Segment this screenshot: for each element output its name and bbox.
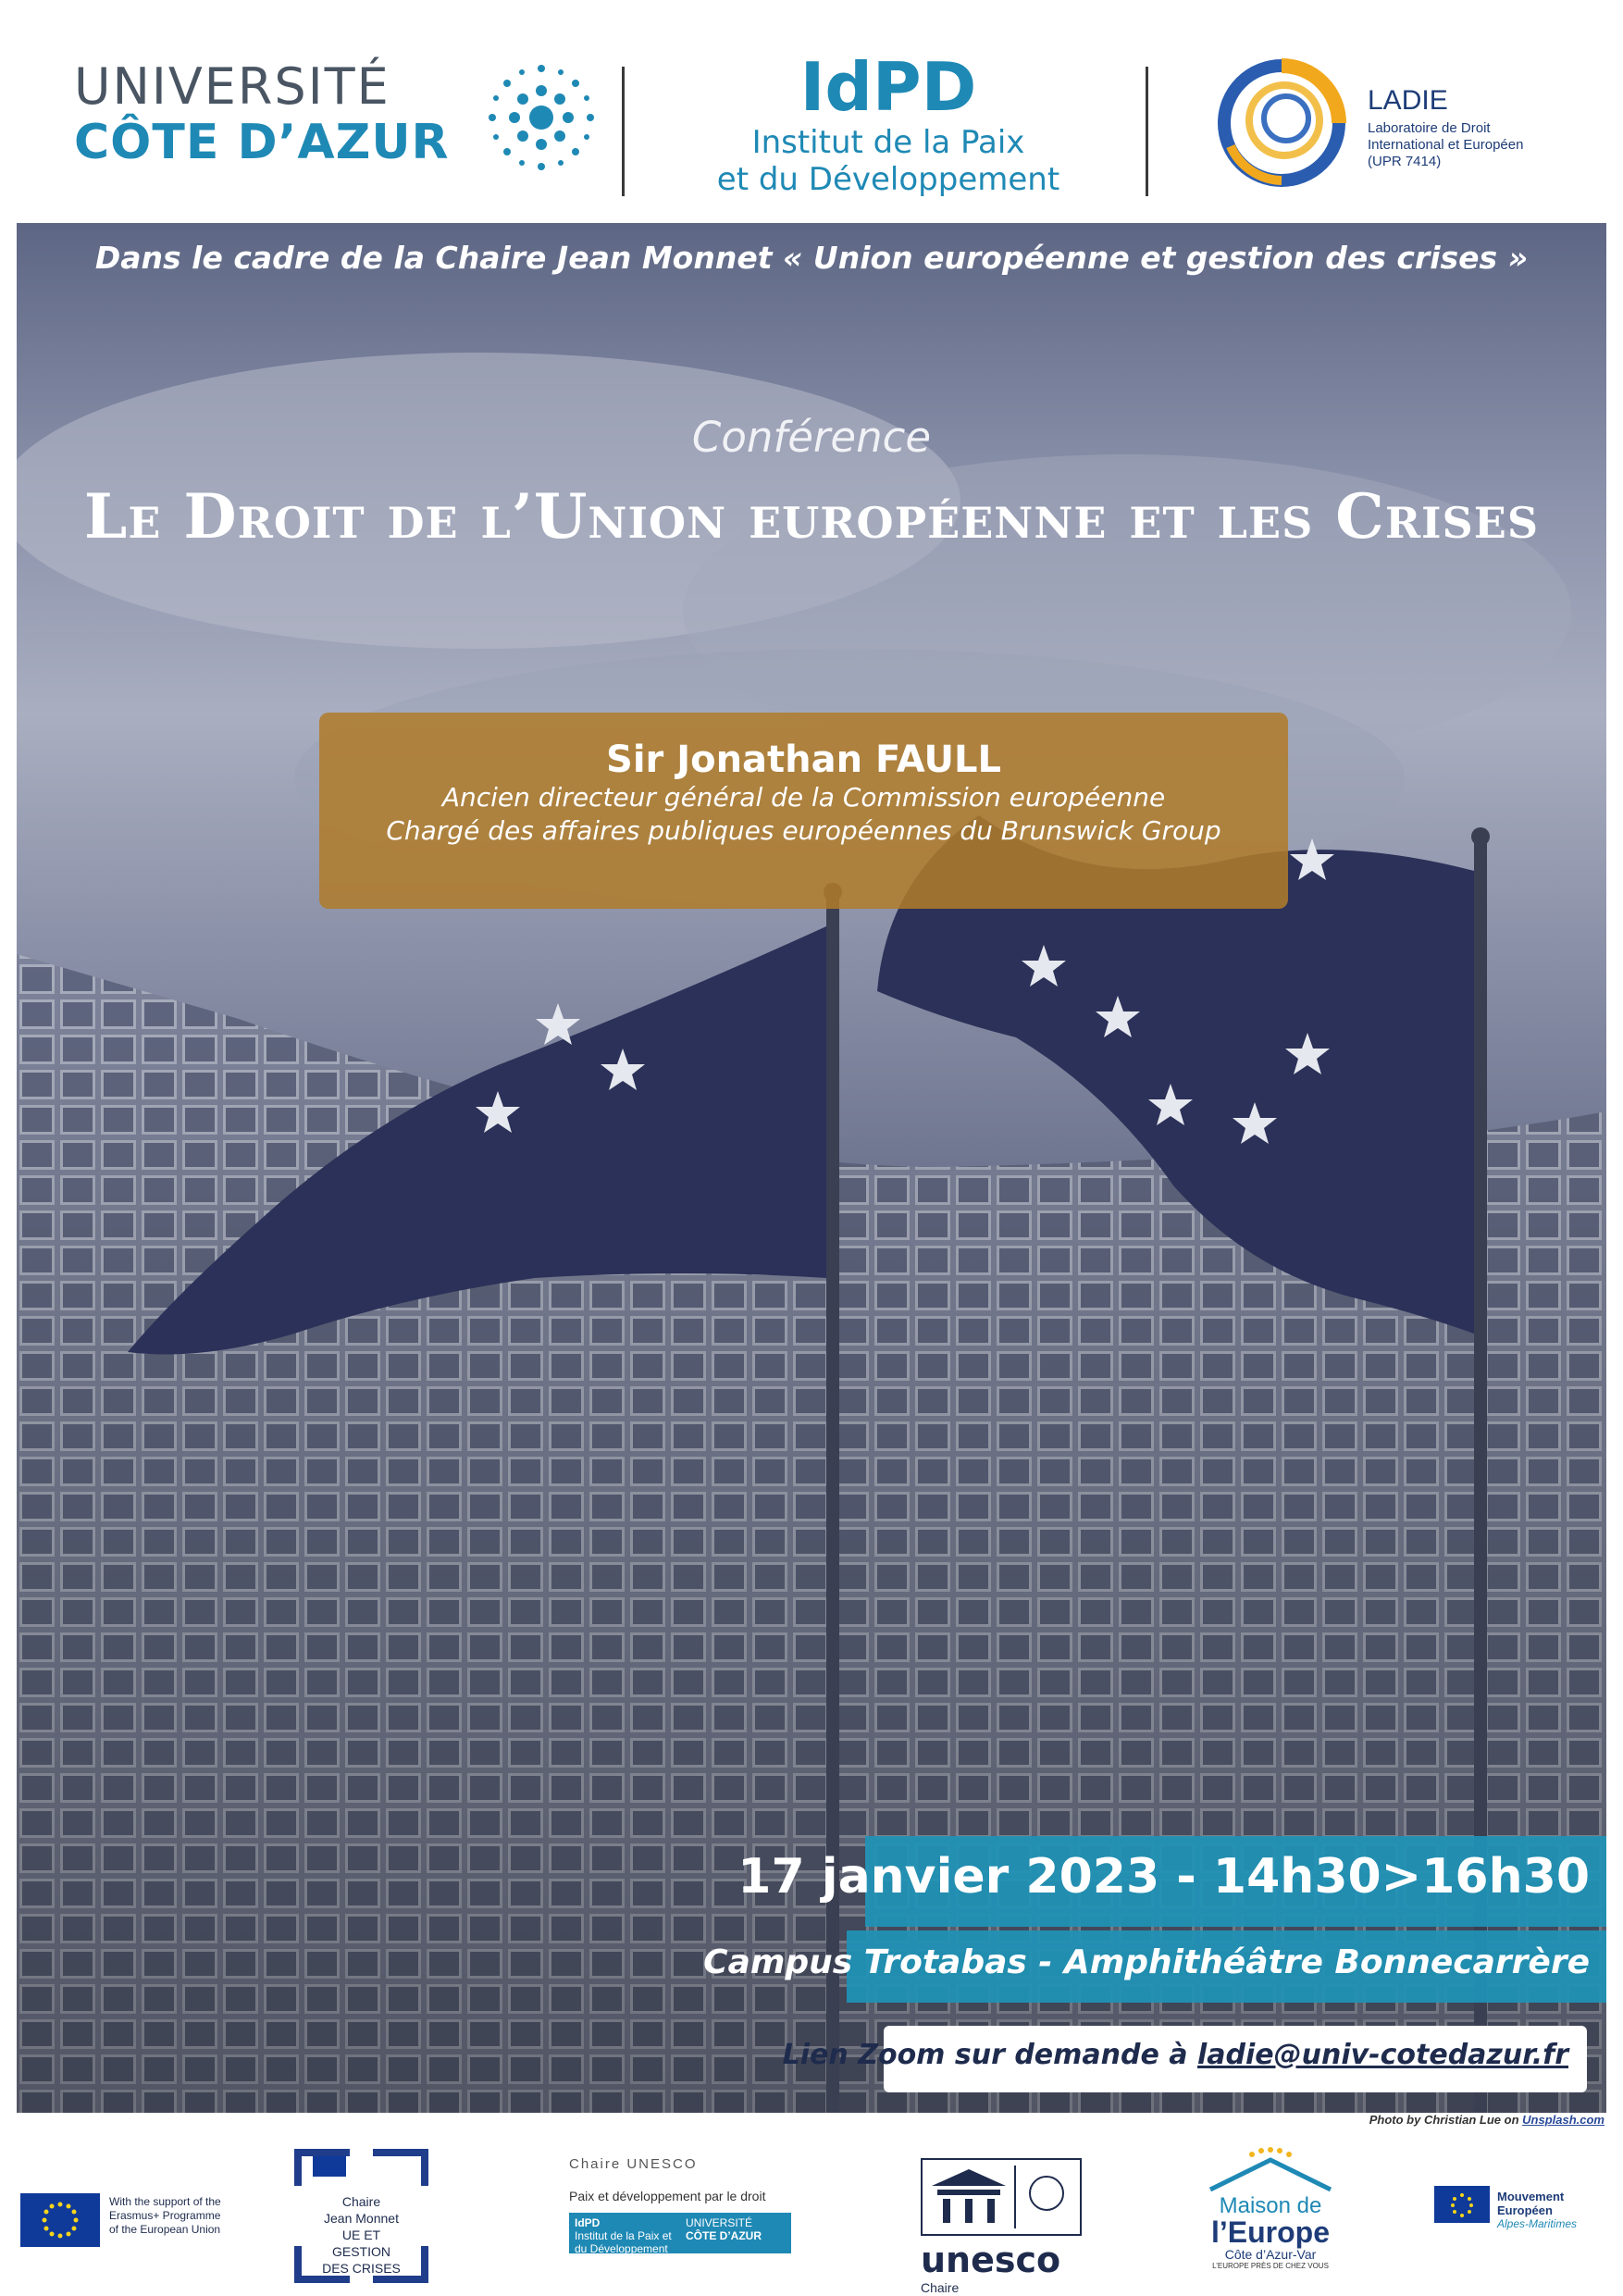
jean-monnet-line5: DES CRISES	[322, 2261, 401, 2276]
unesco-emblem-icon	[923, 2160, 1080, 2234]
maison-line1: Maison de	[1219, 2193, 1322, 2218]
erasmus-text	[109, 2195, 266, 2237]
uca-logo	[74, 57, 555, 178]
idpd-subtitle-line2: et du Développement	[716, 161, 1060, 198]
zoom-text	[783, 2039, 1568, 2071]
zoom-label: Lien Zoom sur demande à	[782, 2039, 1197, 2071]
eu-flag-icon	[1434, 2186, 1490, 2223]
ladie-ring-icon	[1212, 54, 1351, 192]
idpd-mini-logo	[569, 2213, 680, 2253]
unesco-logo	[921, 2158, 1083, 2295]
jean-monnet-chair-logo	[294, 2149, 428, 2283]
partner-logos	[0, 2138, 1623, 2296]
event-context: Dans le cadre de la Chaire Jean Monnet « Union européenne et gestion des crises »	[94, 240, 1529, 276]
mouvement-line2: Européen	[1497, 2203, 1553, 2217]
ladie-subtitle-line3: (UPR 7414)	[1368, 154, 1442, 169]
unsplash-link[interactable]: Unsplash.com	[1522, 2113, 1604, 2127]
zoom-box	[782, 2026, 1587, 2092]
maison-line4: L’EUROPE PRÈS DE CHEZ VOUS	[1212, 2262, 1329, 2270]
speaker-name: Sir Jonathan FAULL	[606, 738, 1001, 781]
uca-logo-line2: CÔTE D’AZUR	[74, 115, 450, 170]
speaker-box	[319, 713, 1288, 909]
maison-line2: l’Europe	[1210, 2215, 1330, 2249]
erasmus-line1: With the support of the	[109, 2195, 221, 2208]
speaker-role: Chargé des affaires publiques européennes du Brunswick Group	[386, 815, 1221, 846]
header-divider	[622, 67, 625, 196]
maison-europe-logo	[1201, 2147, 1340, 2270]
maison-line3: Côte d’Azur-Var	[1224, 2247, 1317, 2262]
unesco-temple-icon	[921, 2158, 1082, 2236]
jean-monnet-line3: UE ET	[341, 2228, 381, 2242]
uca-mini-line1: UNIVERSITÉ	[686, 2216, 753, 2229]
mouvement-line3: Alpes-Maritimes	[1497, 2217, 1578, 2230]
uca-mini-logo	[680, 2213, 791, 2253]
zoom-email-link[interactable]: ladie@univ-cotedazur.fr	[1196, 2039, 1568, 2071]
ladie-title: LADIE	[1368, 85, 1448, 116]
unesco-chair-subtitle: Paix et développement par le droit	[569, 2189, 766, 2203]
unesco-title: unesco	[921, 2240, 1061, 2280]
speaker-role: Ancien directeur général de la Commission européenne	[441, 782, 1166, 813]
unesco-chair-logo	[569, 2156, 791, 2253]
place-banner	[703, 1930, 1606, 2003]
event-label: Conférence	[691, 413, 932, 462]
jean-monnet-text	[294, 2193, 428, 2277]
maison-roof-icon	[1201, 2147, 1340, 2191]
photo-credit	[1369, 2113, 1604, 2127]
idpd-mini-sub: Institut de la Paix et du Développement	[575, 2229, 672, 2255]
uca-mini-line2: CÔTE D’AZUR	[686, 2229, 762, 2242]
idpd-mini-title: IdPD	[575, 2216, 601, 2229]
mouvement-line1: Mouvement	[1497, 2190, 1565, 2203]
eu-flag-icon	[20, 2193, 100, 2247]
idpd-logo	[648, 50, 1129, 198]
erasmus-line3: of the European Union	[109, 2223, 221, 2236]
idpd-title: IdPD	[799, 48, 977, 126]
erasmus-line2: Erasmus+ Programme	[109, 2209, 221, 2222]
header	[0, 0, 1623, 222]
idpd-subtitle-line1: Institut de la Paix	[751, 124, 1025, 161]
event-title: Le Droit de l’Union européenne et les Crises	[83, 480, 1540, 552]
unesco-subtitle: Chaire	[921, 2280, 960, 2295]
hero-image	[17, 223, 1606, 2113]
event-place: Campus Trotabas - Amphithéâtre Bonnecarrère	[703, 1943, 1590, 1981]
unesco-chair-title: Chaire UNESCO	[569, 2156, 698, 2172]
jean-monnet-line1: Chaire	[341, 2194, 381, 2209]
uca-logo-line1: UNIVERSITÉ	[74, 57, 390, 116]
ladie-logo	[1212, 54, 1582, 192]
jean-monnet-line2: Jean Monnet	[324, 2211, 399, 2226]
event-date: 17 janvier 2023 - 14h30>16h30	[737, 1849, 1590, 1905]
date-banner	[737, 1836, 1606, 1927]
mouvement-title	[1497, 2190, 1608, 2217]
jean-monnet-line4: GESTION	[331, 2244, 390, 2259]
ladie-subtitle-line1: Laboratoire de Droit	[1368, 120, 1491, 136]
unesco-chair-logos	[569, 2213, 791, 2253]
ladie-subtitle-line2: International et Européen	[1368, 137, 1524, 153]
photo-credit-text: Photo by Christian Lue on	[1369, 2113, 1523, 2127]
ladie-subtitle	[1368, 120, 1580, 170]
header-divider	[1146, 67, 1148, 196]
uca-dots-icon	[481, 57, 601, 178]
